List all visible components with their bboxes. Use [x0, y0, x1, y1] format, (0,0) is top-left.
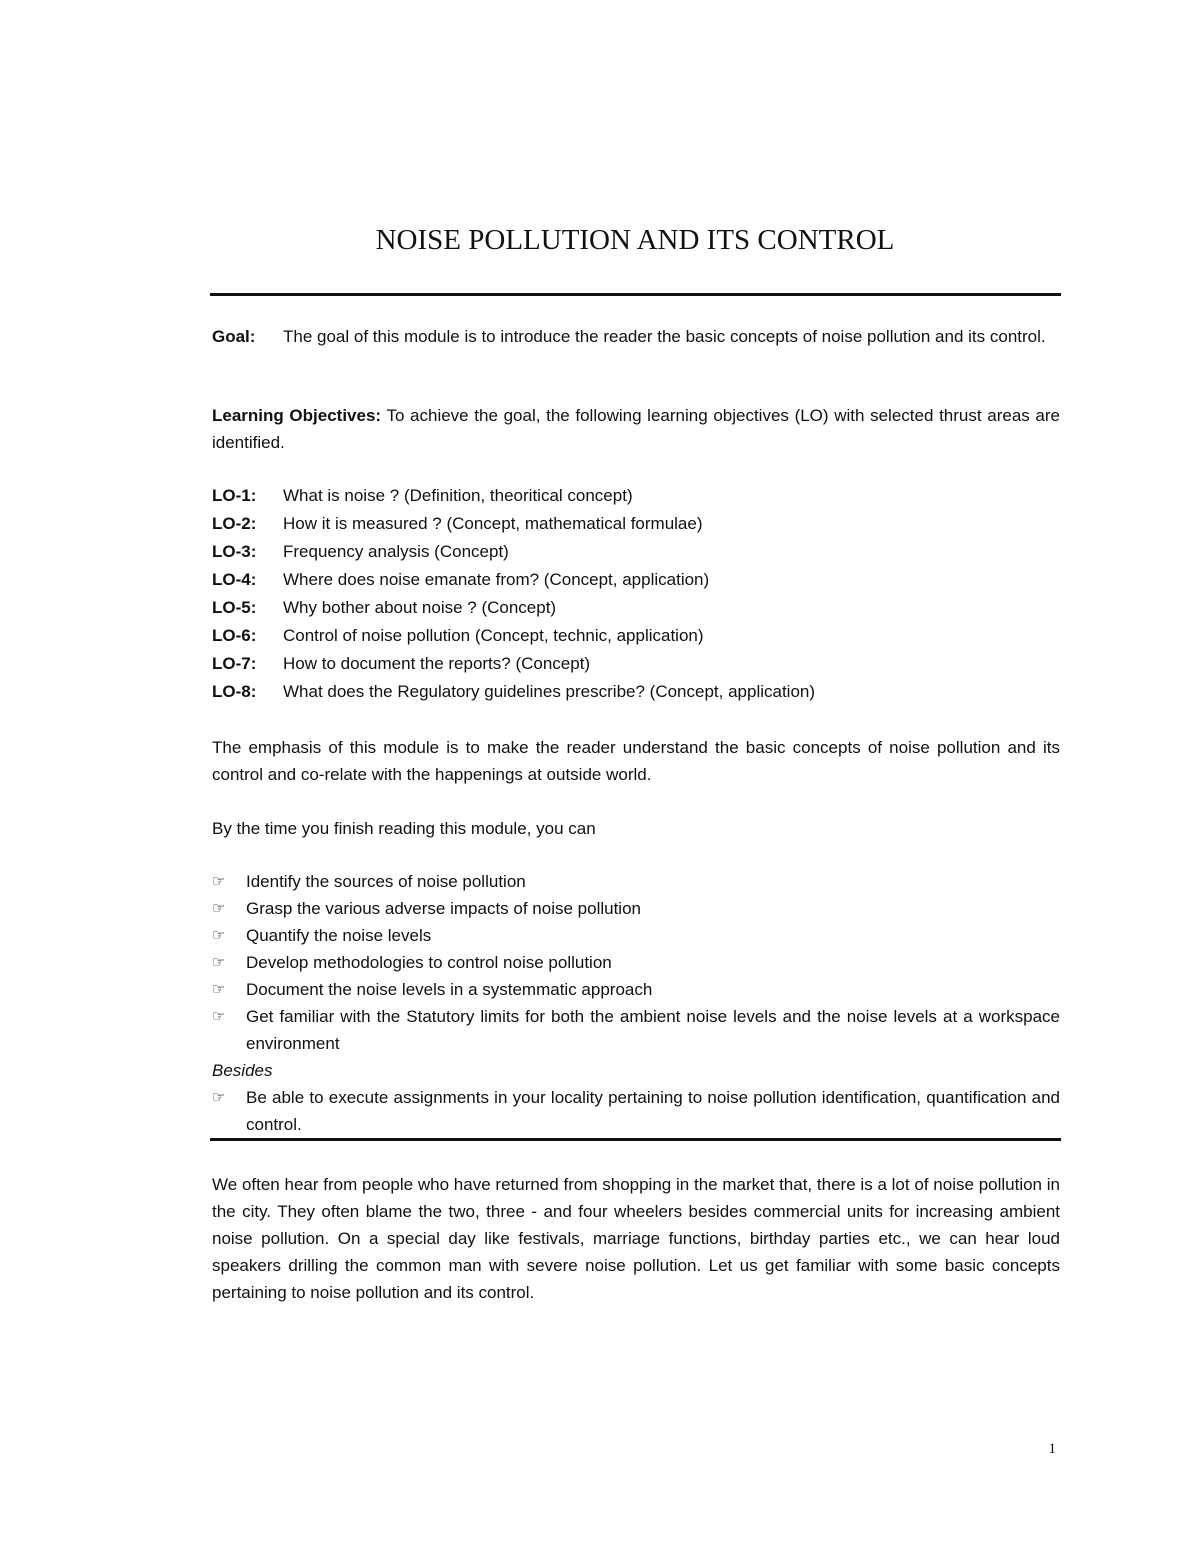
list-item-text: Develop methodologies to control noise pollution [246, 953, 612, 972]
list-item [212, 976, 1060, 1003]
lo-label: LO-4: [212, 570, 257, 589]
lo-list [212, 482, 1060, 706]
list-item [212, 895, 1060, 922]
list-item-text: Quantify the noise levels [246, 926, 432, 945]
lo-label: LO-1: [212, 486, 257, 505]
besides-list [212, 1084, 1060, 1138]
list-item-text: Document the noise levels in a systemmatic approach [246, 980, 653, 999]
pointing-hand-icon: ☞ [212, 873, 226, 890]
lo-text: How it is measured ? (Concept, mathematical formulae) [283, 514, 703, 533]
lo-label: LO-3: [212, 542, 257, 561]
pointing-hand-icon: ☞ [212, 927, 226, 944]
lo-label: LO-7: [212, 654, 257, 673]
lo-item [212, 482, 1060, 510]
emphasis-paragraph: The emphasis of this module is to make the reader understand the basic concepts of noise pollution and its control and co-relate with the happenings at outside world. [212, 738, 1060, 784]
pointing-hand-icon: ☞ [212, 1008, 226, 1025]
lo-list-section [212, 482, 1060, 706]
page-title: NOISE POLLUTION AND ITS CONTROL [375, 224, 895, 256]
list-item-text: Get familiar with the Statutory limits for both the ambient noise levels and the noise levels at a workspace environment [246, 1007, 1060, 1053]
list-item-text: Identify the sources of noise pollution [246, 872, 526, 891]
lo-item [212, 594, 1060, 622]
pointing-hand-icon: ☞ [212, 900, 226, 917]
lo-text: Where does noise emanate from? (Concept, application) [283, 570, 710, 589]
intro-finish-text: By the time you finish reading this module, you can [212, 819, 596, 838]
pointing-hand-icon: ☞ [212, 981, 226, 998]
lo-item [212, 538, 1060, 566]
page-number: 1 [1048, 1441, 1056, 1457]
list-item-text: Grasp the various adverse impacts of noise pollution [246, 899, 641, 918]
outcomes-section [212, 868, 1060, 1138]
lo-text: Why bother about noise ? (Concept) [283, 598, 557, 617]
lo-item [212, 622, 1060, 650]
lo-text: Frequency analysis (Concept) [283, 542, 509, 561]
lo-item [212, 678, 1060, 706]
learning-objectives-section [212, 402, 1060, 456]
outcomes-list [212, 868, 1060, 1057]
lo-text: What does the Regulatory guidelines prescribe? (Concept, application) [283, 682, 816, 701]
lo-label: LO-2: [212, 514, 257, 533]
goal-label: Goal: [212, 327, 256, 346]
top-divider [210, 293, 1061, 296]
lo-item [212, 510, 1060, 538]
lo-text: Control of noise pollution (Concept, technic, application) [283, 626, 704, 645]
list-item [212, 922, 1060, 949]
list-item-text: Be able to execute assignments in your locality pertaining to noise pollution identification, quantification and control. [246, 1088, 1060, 1134]
pointing-hand-icon: ☞ [212, 954, 226, 971]
lo-label: LO-6: [212, 626, 257, 645]
list-item [212, 868, 1060, 895]
bottom-divider [210, 1138, 1061, 1141]
pointing-hand-icon: ☞ [212, 1089, 226, 1106]
goal-text: The goal of this module is to introduce the reader the basic concepts of noise pollution and its control. [283, 327, 1046, 346]
list-item [212, 949, 1060, 976]
lo-text: What is noise ? (Definition, theoritical concept) [283, 486, 633, 505]
lo-item [212, 650, 1060, 678]
list-item [212, 1084, 1060, 1138]
lo-text: How to document the reports? (Concept) [283, 654, 591, 673]
lo-label: LO-5: [212, 598, 257, 617]
body-paragraph: We often hear from people who have returned from shopping in the market that, there is a lot of noise pollution in the city. They often blame the two, three - and four wheelers besides commercial units for increasing ambient noise pollution. On a special day like festivals, marriage functions, birthday parties etc., we can hear loud speakers drilling the common man with severe noise pollution. Let us get familiar with some basic concepts pertaining to noise pollution and its control. [212, 1175, 1060, 1302]
besides-label: Besides [212, 1061, 273, 1080]
learning-objectives-label: Learning Objectives: [212, 406, 382, 425]
lo-label: LO-8: [212, 682, 257, 701]
lo-item [212, 566, 1060, 594]
learning-objectives-text: To achieve the goal, the following learning objectives (LO) with selected thrust areas are identified. [212, 406, 1060, 452]
goal-section [212, 323, 1060, 350]
list-item [212, 1003, 1060, 1057]
